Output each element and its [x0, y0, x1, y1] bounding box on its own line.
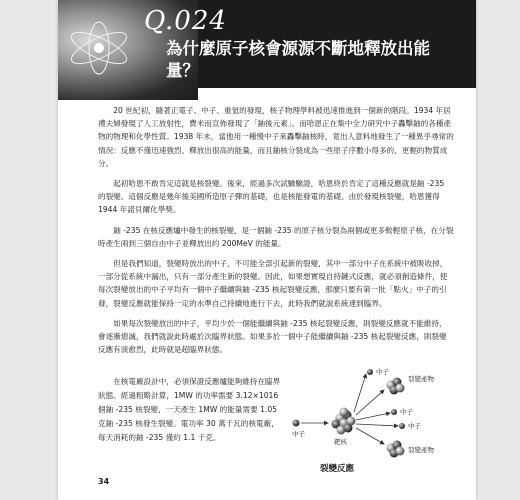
paragraph: 在核電廠設計中，必須保證反應爐能夠維持在臨界狀態。經過粗略計算，1MW 的功率需要 3.12×1016 個鈾 -235 核裂變，一天產生 1MW 的能量需要 1.05 克鈾 -235 核發生裂變。電功率 30 萬千瓦的核電廠，每天消耗的鈾 -235 僅約 1.1 千克。 — [98, 377, 281, 442]
neutron-label: 中子 — [408, 422, 421, 430]
neutron-icon — [367, 369, 373, 375]
target-label: 靶核 — [334, 438, 347, 446]
atom-icon — [64, 18, 134, 78]
fission-diagram — [286, 368, 466, 462]
neutron-label: 中子 — [400, 408, 413, 416]
neutron-label: 中子 — [292, 430, 305, 438]
question-number: Q.024 — [144, 6, 227, 36]
fission-product-icon — [387, 378, 405, 395]
fission-product-icon — [387, 441, 405, 458]
product-label: 裂變產物 — [408, 446, 434, 454]
target-nucleus-icon — [332, 408, 356, 435]
neutron-label: 中子 — [376, 368, 389, 376]
paragraph: 如果每次裂變放出的中子，平均少於一個能繼續與鈾 -235 核起裂變反應，則裂變反應就不能維持，會逐漸熄滅，我們就說此時處於次臨界狀態。如果多於一個中子能繼續與鈾 -235 核起裂變反應，則裂變反應有演愈烈，此時就是超臨界狀態。 — [98, 318, 447, 355]
diagram-caption: 裂變反應 — [320, 464, 355, 474]
neutron-icon — [293, 420, 300, 427]
book-page — [58, 0, 476, 500]
neutron-icon — [399, 423, 405, 429]
chapter-header — [58, 0, 476, 88]
paragraph: 但是我們知道，裂變時放出的中子，不可能全部引起新的裂變，其中一部分中子在系統中被吸收掉，一部分從系統中漏出，只有一部分產生新的裂變。因此，如果想實現自持鏈式反應，就必須創造條件，使每次裂變放出的中子平均有一個中子繼續與鈾 -235 核起裂變反應，那麼只要有第一批「點火」中子的引發，裂變反應就能保持一定的水準自己持續地進行下去，此時我們就說系統達到臨界。 — [98, 259, 448, 308]
body-text — [98, 104, 454, 363]
page-title: 為什麼原子核會源源不斷地釋放出能量？ — [166, 39, 430, 80]
paragraph: 起初哈恩不敢肯定這就是核裂變。後來，經過多次試驗驗證，哈恩終於肯定了這種反應就是鈾 -235 的裂變。這個反應是幾年後美國所造原子彈的基礎，也是核能發電的基礎。由於發現核裂變，哈恩獲得 1944 年諾貝爾化學獎。 — [98, 179, 445, 215]
page-number: 34 — [98, 477, 110, 486]
paragraph: 鈾 -235 在核反應爐中發生的核裂變，是一個鈾 -235 的原子核分裂為兩個或更多較輕原子核，在分裂時產生兩到三個自由中子並釋放出約 200MeV 的能量。 — [98, 225, 454, 248]
product-label: 裂變產物 — [408, 375, 434, 383]
paragraph: 20 世紀初，隨著正電子、中子、重氫的發現，核子物理學料被迅速推進到一個新的階段。1934 年居禮夫婦發現了人工放射性，費米而宣佈發現了「鈾後元素」。而哈恩正在集中全力研究中子轟擊鈾的各種產物的物理和化學性質。1938 年末，當他用一種慢中子來轟擊鈾核時，竟出人意料地發生了一種異乎尋常的情況：反應不僅迅速強烈、釋放出很高的能量，而且鈾核分裂成為一些原子序數小得多的、更輕的物質成分。 — [98, 106, 454, 168]
neutron-icon — [391, 409, 397, 415]
side-text — [98, 375, 286, 445]
